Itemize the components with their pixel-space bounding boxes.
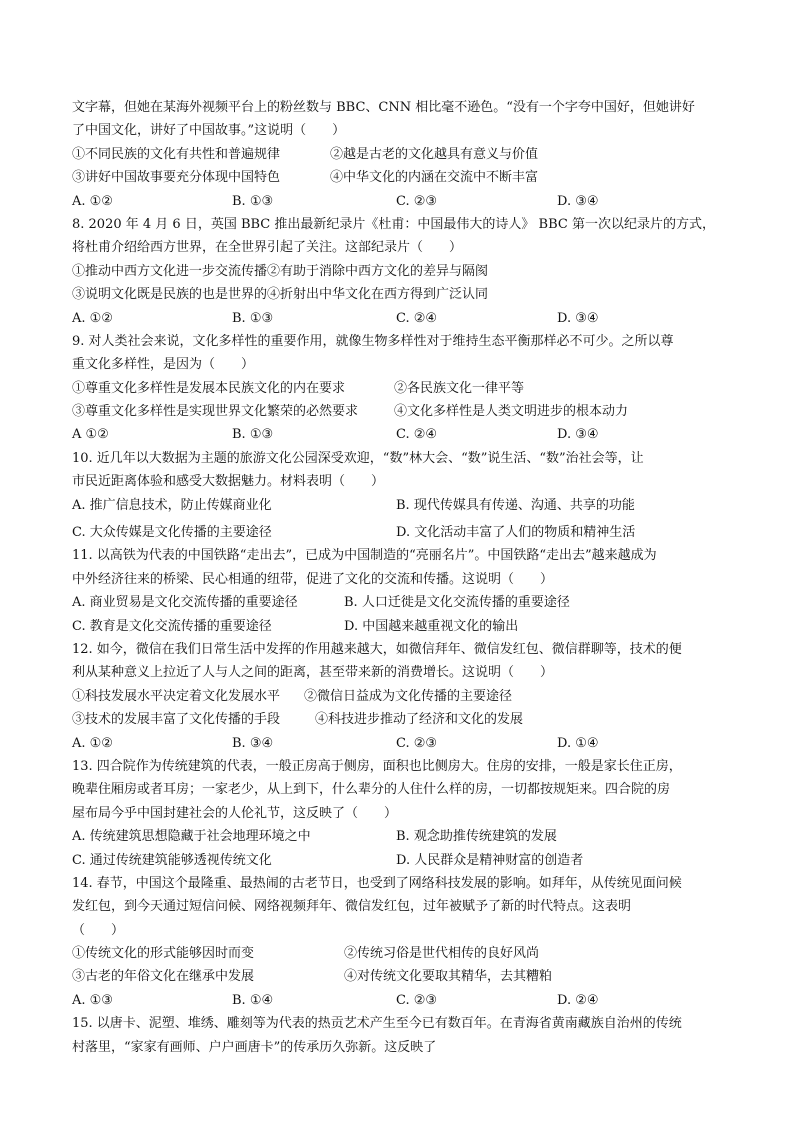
statement-2: ②各民族文化一律平等 <box>394 380 525 396</box>
question-stem: 重文化多样性，是因为（ ） <box>72 357 255 373</box>
statement-row: ③说明文化既是民族的也是世界的④折射出中华文化在西方得到广泛认同 <box>72 287 489 303</box>
option-b[interactable]: B. 人口迁徙是文化交流传播的重要途径 <box>344 595 570 611</box>
statement-1: ①不同民族的文化有共性和普遍规律 <box>72 146 281 162</box>
answer-options <box>72 849 724 872</box>
question-stem: 村落里，“家家有画师、户户画唐卡”的传承历久弥新。这反映了 <box>72 1039 437 1055</box>
question-stem: 中外经济往来的桥梁、民心相通的纽带，促进了文化的交流和传播。这说明（ ） <box>72 571 554 587</box>
answer-options <box>72 521 724 544</box>
question-14 <box>72 872 724 1012</box>
answer-options <box>72 494 724 517</box>
option-c[interactable]: C. ②④ <box>396 310 438 326</box>
option-a[interactable]: A. ①② <box>72 735 113 751</box>
question-stem: 15. 以唐卡、泥塑、堆绣、雕刻等为代表的热贡艺术产生至今已有数百年。在青海省黄南藏族自治州的传统 <box>72 1016 682 1032</box>
question-15 <box>72 1012 724 1059</box>
option-a[interactable]: A. ①③ <box>72 992 113 1008</box>
statement-4: ④对传统文化要取其精华，去其糟粕 <box>344 969 553 985</box>
question-stem: 9. 对人类社会来说，文化多样性的重要作用，就像生物多样性对于维持生态平衡那样必不可少。之所以尊 <box>72 333 674 349</box>
option-d[interactable]: D. ③④ <box>557 310 599 326</box>
question-stem: 市民近距离体验和感受大数据魅力。材料表明（ ） <box>72 474 385 490</box>
option-b[interactable]: B. 观念助推传统建筑的发展 <box>396 829 557 845</box>
statement-3: ③尊重文化多样性是实现世界文化繁荣的必然要求 <box>72 404 359 420</box>
statement-row <box>72 965 724 988</box>
question-stem: 了中国文化，讲好了中国故事。”这说明（ ） <box>72 123 346 139</box>
question-13 <box>72 755 724 872</box>
question-12 <box>72 638 724 755</box>
question-stem: 12. 如今，微信在我们日常生活中发挥的作用越来越大，如微信拜年、微信发红包、微信群聊等，技术的便 <box>72 641 682 657</box>
option-d[interactable]: D. ③④ <box>557 427 599 443</box>
option-b[interactable]: B. ①③ <box>232 193 274 209</box>
option-a[interactable]: A ①② <box>72 427 109 443</box>
question-stem: 发红包，到今天通过短信问候、网络视频拜年、微信发红包，过年被赋予了新的时代特点。这表明 <box>72 899 632 915</box>
statement-1: ①传统文化的形式能够因时而变 <box>72 946 255 962</box>
option-c[interactable]: C. ②③ <box>396 193 438 209</box>
statement-row <box>72 400 724 423</box>
statement-4: ④科技进步推动了经济和文化的发展 <box>315 712 524 728</box>
question-11 <box>72 544 724 638</box>
question-7 <box>72 96 724 213</box>
answer-options <box>72 825 724 848</box>
question-stem: 13. 四合院作为传统建筑的代表，一般正房高于侧房，面积也比侧房大。住房的安排，一般是家长住正房， <box>72 758 682 774</box>
answer-options <box>72 989 724 1012</box>
question-10 <box>72 447 724 545</box>
question-stem: 14. 春节，中国这个最隆重、最热闹的古老节日，也受到了网络科技发展的影响。如拜年，从传统见面问候 <box>72 875 682 891</box>
statement-row <box>72 942 724 965</box>
option-a[interactable]: A. 传统建筑思想隐藏于社会地理环境之中 <box>72 829 311 845</box>
answer-options <box>72 615 724 638</box>
option-d[interactable]: D. ①④ <box>557 735 599 751</box>
statement-2: ②传统习俗是世代相传的良好风尚 <box>344 946 540 962</box>
option-b[interactable]: B. 现代传媒具有传递、沟通、共享的功能 <box>396 497 635 513</box>
question-list <box>72 96 724 1059</box>
question-stem: 8. 2020 年 4 月 6 日，英国 BBC 推出最新纪录片《杜甫：中国最伟大的诗人》 BBC 第一次以纪录片的方式， <box>72 216 715 232</box>
answer-options <box>72 423 724 446</box>
statement-4: ④文化多样性是人类文明进步的根本动力 <box>394 404 629 420</box>
option-d[interactable]: D. ②④ <box>557 992 599 1008</box>
question-stem: 利从某种意义上拉近了人与人之间的距离，甚至带来新的消费增长。这说明（ ） <box>72 665 554 681</box>
statement-1: ①尊重文化多样性是发展本民族文化的内在要求 <box>72 380 346 396</box>
answer-options <box>72 307 724 330</box>
option-a[interactable]: A. 推广信息技术，防止传媒商业化 <box>72 497 272 513</box>
question-stem: 将杜甫介绍给西方世界，在全世界引起了关注。这部纪录片（ ） <box>72 240 463 256</box>
statement-4: ④中华文化的内涵在交流中不断丰富 <box>330 170 539 186</box>
statement-row: ①推动中西方文化进一步交流传播②有助于消除中西方文化的差异与隔阂 <box>72 263 489 279</box>
option-c[interactable]: C. ②④ <box>396 427 438 443</box>
question-8 <box>72 213 724 330</box>
statement-2: ②越是古老的文化越具有意义与价值 <box>330 146 539 162</box>
option-b[interactable]: B. ①③ <box>232 310 274 326</box>
option-d[interactable]: D. 人民群众是精神财富的创造者 <box>396 852 584 868</box>
statement-row <box>72 143 724 166</box>
question-stem: 屋布局今乎中国封建社会的人伦礼节，这反映了（ ） <box>72 805 398 821</box>
statement-3: ③技术的发展丰富了文化传播的手段 <box>72 712 281 728</box>
question-stem: 晚辈住厢房或者耳房；一家老少，从上到下，什么辈分的人住什么样的房，一切都按规矩来。四合院的房 <box>72 782 671 798</box>
option-a[interactable]: A. ①② <box>72 193 113 209</box>
statement-2: ②微信日益成为文化传播的主要途径 <box>304 688 513 704</box>
statement-row <box>72 166 724 189</box>
question-stem: （ ） <box>72 922 125 938</box>
option-b[interactable]: B. ①③ <box>232 427 274 443</box>
question-stem: 11. 以高铁为代表的中国铁路“走出去”，已成为中国制造的“亮丽名片”。中国铁路“走出去”越来越成为 <box>72 548 657 564</box>
option-c[interactable]: C. ②③ <box>396 992 438 1008</box>
question-stem: 10. 近几年以大数据为主题的旅游文化公园深受欢迎，“数”林大会、“数”说生活、“数”治社会等，让 <box>72 450 644 466</box>
statement-1: ①科技发展水平决定着文化发展水平 <box>72 688 281 704</box>
answer-options <box>72 190 724 213</box>
option-c[interactable]: C. ②③ <box>396 735 438 751</box>
answer-options <box>72 591 724 614</box>
option-a[interactable]: A. 商业贸易是文化交流传播的重要途径 <box>72 595 298 611</box>
statement-3: ③讲好中国故事要充分体现中国特色 <box>72 170 281 186</box>
option-d[interactable]: D. 中国越来越重视文化的输出 <box>344 618 519 634</box>
question-stem: 文字幕，但她在某海外视频平台上的粉丝数与 BBC、CNN 相比毫不逊色。“没有一个字夸中国好，但她讲好 <box>72 100 695 115</box>
option-d[interactable]: D. 文化活动丰富了人们的物质和精神生活 <box>396 525 636 541</box>
option-b[interactable]: B. ③④ <box>232 735 274 751</box>
answer-options <box>72 732 724 755</box>
option-a[interactable]: A. ①② <box>72 310 113 326</box>
option-c[interactable]: C. 大众传媒是文化传播的主要途径 <box>72 525 272 541</box>
option-d[interactable]: D. ③④ <box>557 193 599 209</box>
statement-row <box>72 708 724 731</box>
option-c[interactable]: C. 通过传统建筑能够透视传统文化 <box>72 852 272 868</box>
statement-row <box>72 377 724 400</box>
statement-3: ③古老的年俗文化在继承中发展 <box>72 969 255 985</box>
statement-row <box>72 685 724 708</box>
option-c[interactable]: C. 教育是文化交流传播的重要途径 <box>72 618 272 634</box>
question-9 <box>72 330 724 447</box>
option-b[interactable]: B. ①④ <box>232 992 274 1008</box>
